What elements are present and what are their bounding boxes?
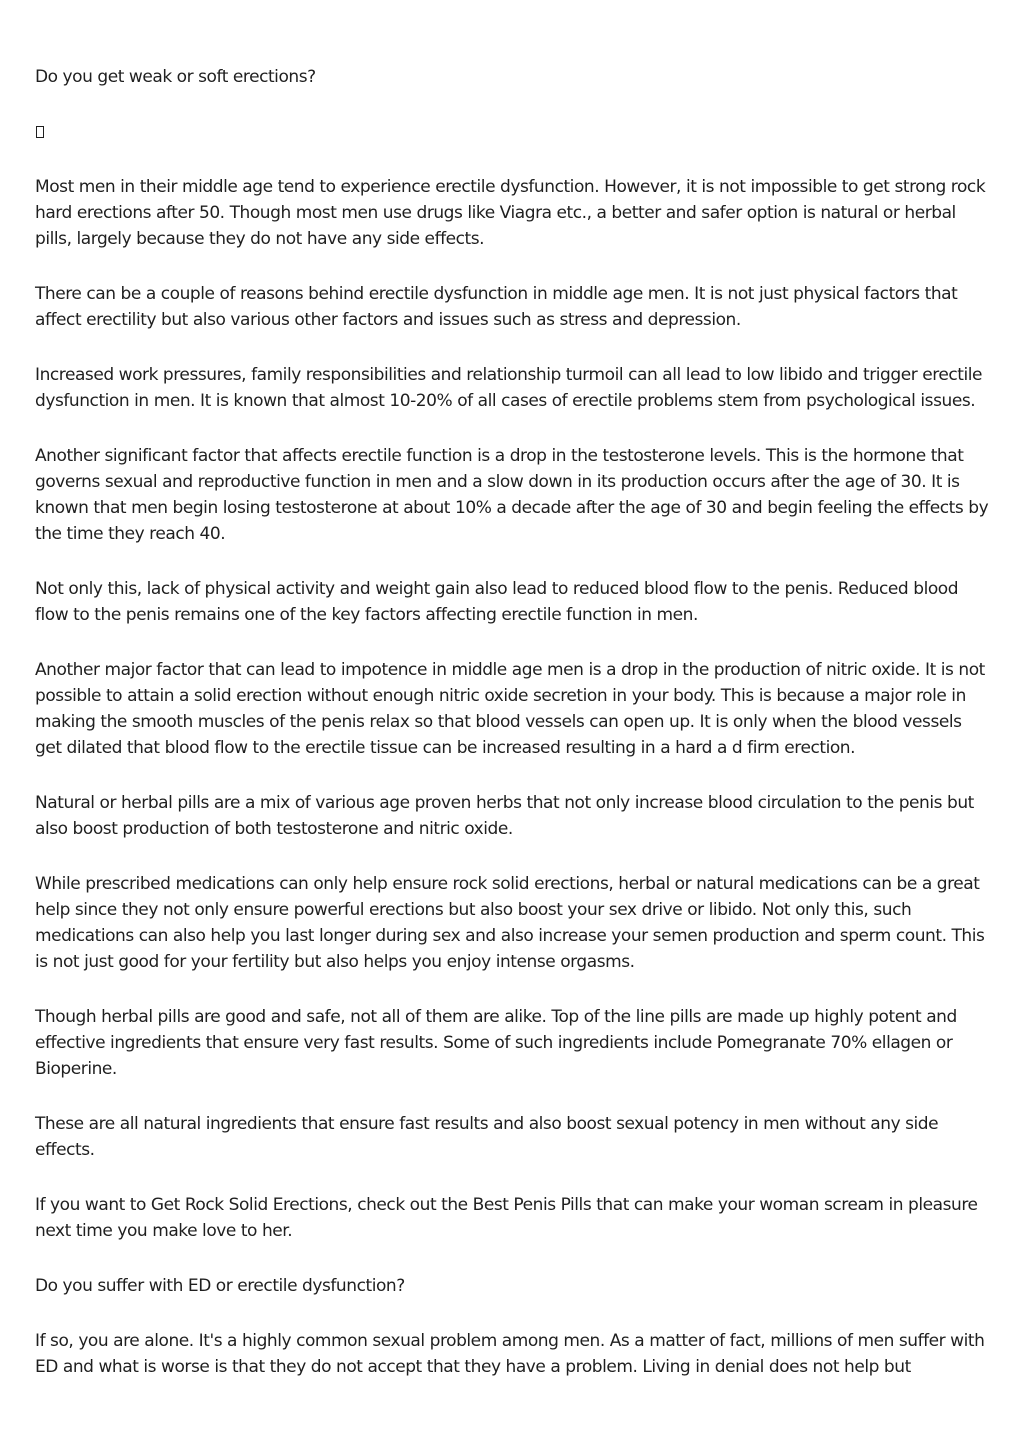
document-body <box>35 64 991 1409</box>
paragraph: Another major factor that can lead to impotence in middle age men is a drop in the production of nitric oxide. It is not possible to attain a solid erection without enough nitric oxide secretion in your body. This is because a major role in making the smooth muscles of the penis relax so that blood vessels can open up. It is only when the blood vessels get dilated that blood flow to the erectile tissue can be increased resulting in a hard a d firm erection. <box>35 660 985 758</box>
missing-glyph-icon <box>36 126 44 138</box>
heading-question: Do you get weak or soft erections? <box>35 67 316 87</box>
paragraph: If you want to Get Rock Solid Erections, check out the Best Penis Pills that can make your woman scream in pleasure next time you make love to her. <box>35 1195 978 1241</box>
paragraph: Do you suffer with ED or erectile dysfunction? <box>35 1276 405 1296</box>
paragraph: There can be a couple of reasons behind erectile dysfunction in middle age men. It is not just physical factors that affect erectility but also various other factors and issues such as stress and depression. <box>35 284 958 330</box>
paragraph: Not only this, lack of physical activity and weight gain also lead to reduced blood flow to the penis. Reduced blood flow to the penis remains one of the key factors affecting erectile function in men. <box>35 579 959 625</box>
paragraph: These are all natural ingredients that ensure fast results and also boost sexual potency in men without any side effects. <box>35 1114 939 1160</box>
paragraph: Natural or herbal pills are a mix of various age proven herbs that not only increase blood circulation to the penis but also boost production of both testosterone and nitric oxide. <box>35 793 974 839</box>
paragraph: Though herbal pills are good and safe, not all of them are alike. Top of the line pills are made up highly potent and effective ingredients that ensure very fast results. Some of such ingredients include Pomegranate 70% ellagen or Bioperine. <box>35 1007 957 1079</box>
paragraph: While prescribed medications can only help ensure rock solid erections, herbal or natural medications can be a great help since they not only ensure powerful erections but also boost your sex drive or libido. Not only this, such medications can also help you last longer during sex and also increase your semen production and sperm count. This is not just good for your fertility but also helps you enjoy intense orgasms. <box>35 874 985 972</box>
paragraph: Most men in their middle age tend to experience erectile dysfunction. However, it is not impossible to get strong rock hard erections after 50. Though most men use drugs like Viagra etc., a better and safer option is natural or herbal pills, largely because they do not have any side effects. <box>35 177 986 249</box>
paragraph: Increased work pressures, family responsibilities and relationship turmoil can all lead to low libido and trigger erectile dysfunction in men. It is known that almost 10-20% of all cases of erectile problems stem from psychological issues. <box>35 365 983 411</box>
paragraph: Another significant factor that affects erectile function is a drop in the testosterone levels. This is the hormone that governs sexual and reproductive function in men and a slow down in its production occurs after the age of 30. It is known that men begin losing testosterone at about 10% a decade after the age of 30 and begin feeling the effects by the time they reach 40. <box>35 446 989 544</box>
placeholder-glyph-line <box>35 119 991 145</box>
paragraph: If so, you are alone. It's a highly common sexual problem among men. As a matter of fact, millions of men suffer with ED and what is worse is that they do not accept that they have a problem. Living in denial does not help but <box>35 1331 985 1377</box>
